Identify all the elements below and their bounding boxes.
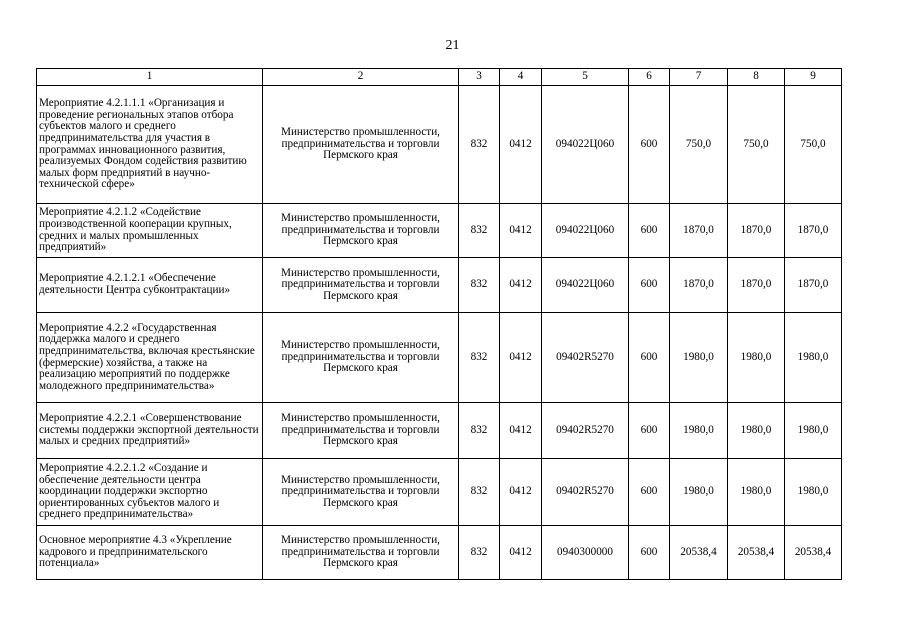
target-article-cell: 09402R5270: [542, 313, 629, 403]
table-row: [37, 459, 842, 526]
amount-year-2-cell: 20538,4: [728, 526, 785, 580]
section-code-cell: 0412: [500, 258, 542, 313]
amount-year-3-cell: 1980,0: [785, 459, 842, 526]
expense-type-cell: 600: [629, 313, 670, 403]
amount-year-1-cell: 1980,0: [670, 313, 728, 403]
activity-name-cell: Мероприятие 4.2.2.1 «Совершенствование системы поддержки экспортной деятельности малых и средних предприятий»: [37, 403, 263, 459]
column-header: 3: [459, 69, 500, 86]
amount-year-3-cell: 750,0: [785, 86, 842, 204]
agency-cell: Министерство промышленности, предпринимательства и торговли Пермского края: [263, 258, 459, 313]
amount-year-2-cell: 1980,0: [728, 459, 785, 526]
amount-year-1-cell: 1980,0: [670, 403, 728, 459]
activity-name-cell: Мероприятие 4.2.2.1.2 «Создание и обеспечение деятельности центра координации поддержки экспортно ориентированных субъектов малого и среднего предпринимательства»: [37, 459, 263, 526]
amount-year-3-cell: 1870,0: [785, 258, 842, 313]
grbs-code-cell: 832: [459, 204, 500, 258]
expense-type-cell: 600: [629, 403, 670, 459]
column-header: 9: [785, 69, 842, 86]
section-code-cell: 0412: [500, 204, 542, 258]
amount-year-3-cell: 1980,0: [785, 403, 842, 459]
column-number-row: [37, 69, 842, 86]
agency-cell: Министерство промышленности, предпринимательства и торговли Пермского края: [263, 86, 459, 204]
column-header: 7: [670, 69, 728, 86]
grbs-code-cell: 832: [459, 313, 500, 403]
section-code-cell: 0412: [500, 459, 542, 526]
table-row: [37, 86, 842, 204]
amount-year-2-cell: 1980,0: [728, 403, 785, 459]
section-code-cell: 0412: [500, 313, 542, 403]
amount-year-1-cell: 1870,0: [670, 204, 728, 258]
expense-type-cell: 600: [629, 204, 670, 258]
column-header: 8: [728, 69, 785, 86]
amount-year-1-cell: 1870,0: [670, 258, 728, 313]
section-code-cell: 0412: [500, 526, 542, 580]
agency-cell: Министерство промышленности, предпринимательства и торговли Пермского края: [263, 526, 459, 580]
agency-cell: Министерство промышленности, предпринимательства и торговли Пермского края: [263, 459, 459, 526]
amount-year-2-cell: 750,0: [728, 86, 785, 204]
amount-year-2-cell: 1870,0: [728, 258, 785, 313]
target-article-cell: 0940300000: [542, 526, 629, 580]
activity-name-cell: Основное мероприятие 4.3 «Укрепление кадрового и предпринимательского потенциала»: [37, 526, 263, 580]
activity-name-cell: Мероприятие 4.2.1.2 «Содействие производственной кооперации крупных, средних и малых промышленных предприятий»: [37, 204, 263, 258]
section-code-cell: 0412: [500, 86, 542, 204]
grbs-code-cell: 832: [459, 459, 500, 526]
target-article-cell: 09402R5270: [542, 459, 629, 526]
expense-type-cell: 600: [629, 459, 670, 526]
grbs-code-cell: 832: [459, 526, 500, 580]
activity-name-cell: Мероприятие 4.2.1.2.1 «Обеспечение деятельности Центра субконтрактации»: [37, 258, 263, 313]
amount-year-2-cell: 1870,0: [728, 204, 785, 258]
expense-type-cell: 600: [629, 526, 670, 580]
agency-cell: Министерство промышленности, предпринимательства и торговли Пермского края: [263, 403, 459, 459]
budget-table: [36, 68, 842, 580]
column-header: 1: [37, 69, 263, 86]
table-row: [37, 204, 842, 258]
grbs-code-cell: 832: [459, 258, 500, 313]
activity-name-cell: Мероприятие 4.2.1.1.1 «Организация и проведение региональных этапов отбора субъектов малого и среднего предпринимательства для участия в программах инновационного развития, реализуемых Фондом содействия развитию малых форм предприятий в научно-технической сфере»: [37, 86, 263, 204]
amount-year-3-cell: 1980,0: [785, 313, 842, 403]
column-header: 2: [263, 69, 459, 86]
grbs-code-cell: 832: [459, 86, 500, 204]
target-article-cell: 094022Ц060: [542, 258, 629, 313]
amount-year-1-cell: 750,0: [670, 86, 728, 204]
column-header: 4: [500, 69, 542, 86]
agency-cell: Министерство промышленности, предпринимательства и торговли Пермского края: [263, 313, 459, 403]
target-article-cell: 094022Ц060: [542, 86, 629, 204]
expense-type-cell: 600: [629, 86, 670, 204]
amount-year-3-cell: 20538,4: [785, 526, 842, 580]
agency-cell: Министерство промышленности, предпринимательства и торговли Пермского края: [263, 204, 459, 258]
grbs-code-cell: 832: [459, 403, 500, 459]
section-code-cell: 0412: [500, 403, 542, 459]
amount-year-2-cell: 1980,0: [728, 313, 785, 403]
table-row: [37, 258, 842, 313]
column-header: 6: [629, 69, 670, 86]
table-row: [37, 313, 842, 403]
table-row: [37, 403, 842, 459]
expense-type-cell: 600: [629, 258, 670, 313]
table-row: [37, 526, 842, 580]
target-article-cell: 09402R5270: [542, 403, 629, 459]
target-article-cell: 094022Ц060: [542, 204, 629, 258]
page-number: 21: [445, 38, 460, 53]
amount-year-3-cell: 1870,0: [785, 204, 842, 258]
amount-year-1-cell: 1980,0: [670, 459, 728, 526]
activity-name-cell: Мероприятие 4.2.2 «Государственная поддержка малого и среднего предпринимательства, включая крестьянские (фермерские) хозяйства, а также на реализацию мероприятий по поддержке молодежного предпринимательства»: [37, 313, 263, 403]
amount-year-1-cell: 20538,4: [670, 526, 728, 580]
column-header: 5: [542, 69, 629, 86]
